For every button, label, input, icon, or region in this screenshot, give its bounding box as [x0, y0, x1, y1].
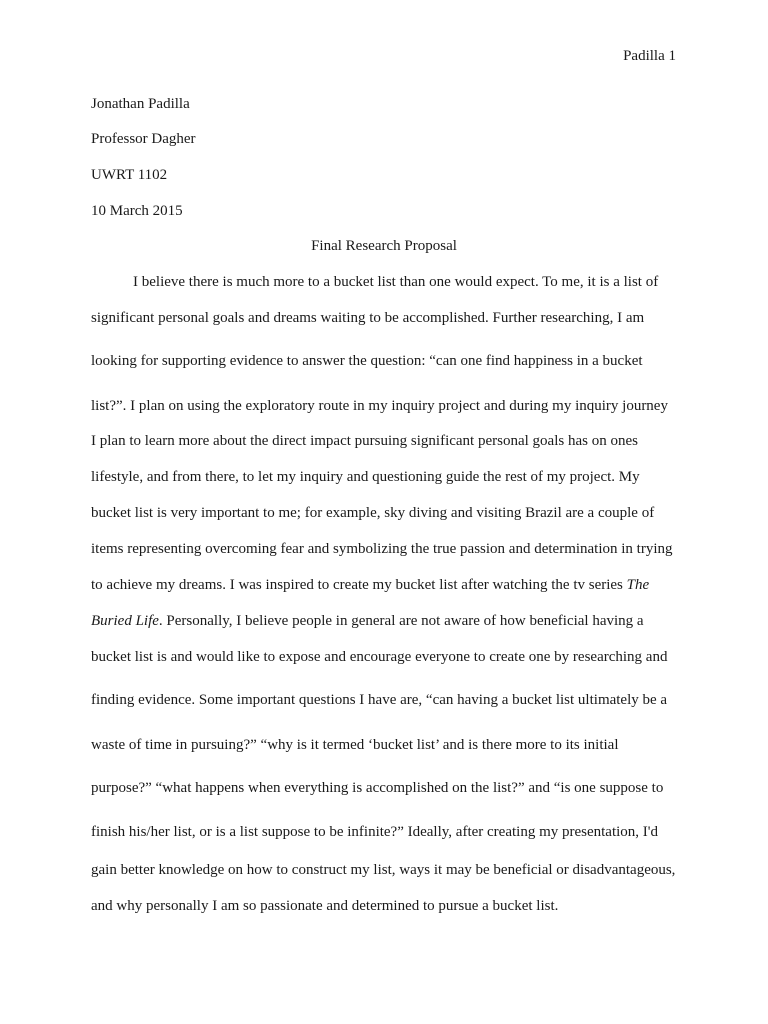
body-line: purpose?” “what happens when everything is accomplished on the list?” and “is one suppose to [91, 780, 664, 796]
body-line-text: . Personally, I believe people in general are not aware of how beneficial having a [158, 613, 644, 629]
body-line: items representing overcoming fear and symbolizing the true passion and determination in trying [91, 541, 673, 557]
body-line: I believe there is much more to a bucket list than one would expect. To me, it is a list of [133, 274, 659, 290]
body-line: and why personally I am so passionate and determined to pursue a bucket list. [91, 898, 559, 914]
body-line [91, 575, 649, 595]
instructor-name: Professor Dagher [91, 131, 196, 147]
body-line-text: to achieve my dreams. I was inspired to create my bucket list after watching the tv series [91, 577, 627, 593]
body-line: waste of time in pursuing?” “why is it termed ‘bucket list’ and is there more to its initial [91, 737, 619, 753]
body-line [91, 611, 644, 631]
body-line: bucket list is and would like to expose and encourage everyone to create one by researching and [91, 649, 668, 665]
body-line: list?”. I plan on using the exploratory route in my inquiry project and during my inquiry journey [91, 398, 668, 414]
show-title-part-2: Buried Life [91, 613, 159, 629]
body-line: lifestyle, and from there, to let my inquiry and questioning guide the rest of my project. My [91, 469, 640, 485]
body-line: finding evidence. Some important questions I have are, “can having a bucket list ultimately be a [91, 692, 668, 708]
paper-title: Final Research Proposal [311, 238, 457, 254]
author-name: Jonathan Padilla [91, 96, 190, 112]
body-line: significant personal goals and dreams waiting to be accomplished. Further researching, I am [91, 310, 645, 326]
show-title-part-1: The [626, 577, 650, 593]
body-line: finish his/her list, or is a list suppose to be infinite?” Ideally, after creating my presentation, I'd [91, 824, 658, 840]
body-line: bucket list is very important to me; for example, sky diving and visiting Brazil are a couple of [91, 505, 655, 521]
body-line: I plan to learn more about the direct impact pursuing significant personal goals has on ones [91, 433, 638, 449]
date: 10 March 2015 [91, 203, 183, 219]
course-code: UWRT 1102 [91, 167, 168, 183]
body-line: looking for supporting evidence to answer the question: “can one find happiness in a bucket [91, 353, 643, 369]
running-head: Padilla 1 [623, 48, 676, 64]
body-line: gain better knowledge on how to construct my list, ways it may be beneficial or disadvantageous, [91, 862, 676, 878]
